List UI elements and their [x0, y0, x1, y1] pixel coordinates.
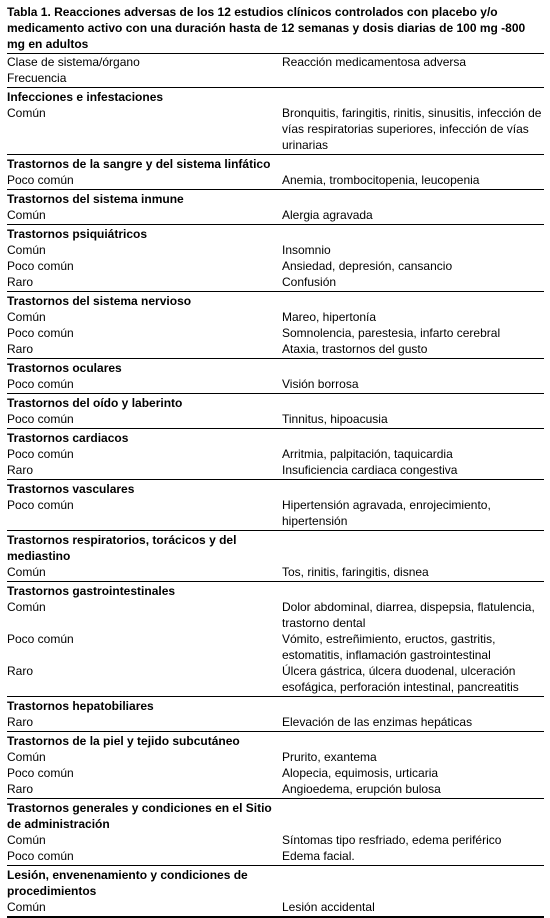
- section-title: Infecciones e infestaciones: [7, 90, 164, 104]
- frequency-cell: Común: [7, 833, 46, 847]
- reaction-cell: Edema facial.: [282, 849, 355, 863]
- reaction-cell: Elevación de las enzimas hepáticas: [282, 715, 473, 729]
- table-row: [7, 564, 544, 580]
- table-row: [7, 832, 544, 848]
- table-row: [7, 446, 544, 462]
- reaction-cell: Insuficiencia cardiaca congestiva: [282, 463, 458, 477]
- reaction-cell: Ataxia, trastornos del gusto: [282, 342, 428, 356]
- table-header: [7, 53, 544, 88]
- section-title: Trastornos del sistema inmune: [7, 192, 184, 206]
- table-section: [7, 582, 544, 697]
- section-title: Trastornos cardiacos: [7, 431, 129, 445]
- frequency-cell: Común: [7, 310, 46, 324]
- section-title: Trastornos vasculares: [7, 482, 135, 496]
- reaction-cell: Lesión accidental: [282, 900, 375, 914]
- table-section: [7, 732, 544, 799]
- reaction-cell: Anemia, trombocitopenia, leucopenia: [282, 173, 480, 187]
- table-section: [7, 190, 544, 225]
- reaction-cell: Confusión: [282, 275, 337, 289]
- reaction-cell: Visión borrosa: [282, 377, 359, 391]
- frequency-cell: Común: [7, 600, 46, 614]
- frequency-cell: Común: [7, 750, 46, 764]
- table-row: [7, 172, 544, 188]
- table-row: [7, 714, 544, 730]
- reaction-cell: Hipertensión agravada, enrojecimiento, hipertensión: [282, 498, 491, 528]
- frequency-cell: Común: [7, 243, 46, 257]
- section-title: Trastornos oculares: [7, 361, 122, 375]
- header-col-frequency-title: Frecuencia: [7, 71, 67, 85]
- table-row: [7, 899, 544, 915]
- table-row: [7, 462, 544, 478]
- reaction-cell: Alergia agravada: [282, 208, 373, 222]
- section-title: Trastornos respiratorios, torácicos y del mediastino: [7, 533, 237, 563]
- header-col-system-title: Clase de sistema/órgano: [7, 55, 140, 69]
- table-section: [7, 531, 544, 582]
- section-title: Lesión, envenenamiento y condiciones de procedimientos: [7, 868, 248, 898]
- frequency-cell: Poco común: [7, 447, 74, 461]
- table-row: [7, 749, 544, 765]
- table-row: [7, 848, 544, 864]
- frequency-cell: Poco común: [7, 849, 74, 863]
- frequency-cell: Poco común: [7, 498, 74, 512]
- table-row: [7, 663, 544, 695]
- reaction-cell: Dolor abdominal, diarrea, dispepsia, flatulencia, trastorno dental: [282, 600, 535, 630]
- frequency-cell: Común: [7, 208, 46, 222]
- reaction-cell: Tinnitus, hipoacusia: [282, 412, 388, 426]
- frequency-cell: Poco común: [7, 173, 74, 187]
- table-row: [7, 207, 544, 223]
- table-row: [7, 376, 544, 392]
- section-title: Trastornos del oído y laberinto: [7, 396, 183, 410]
- table-section: [7, 480, 544, 531]
- table-section: [7, 429, 544, 480]
- reaction-cell: Úlcera gástrica, úlcera duodenal, ulceración esofágica, perforación intestinal, pancreatitis: [282, 664, 519, 694]
- reaction-cell: Alopecia, equimosis, urticaria: [282, 766, 439, 780]
- section-title: Trastornos hepatobiliares: [7, 699, 154, 713]
- reaction-cell: Angioedema, erupción bulosa: [282, 782, 441, 796]
- table-section: [7, 155, 544, 190]
- section-title: Trastornos de la sangre y del sistema linfático: [7, 157, 271, 171]
- frequency-cell: Raro: [7, 463, 34, 477]
- table-row: [7, 765, 544, 781]
- header-col-reaction-title: Reacción medicamentosa adversa: [282, 55, 467, 69]
- table-row: [7, 599, 544, 631]
- reaction-cell: Insomnio: [282, 243, 331, 257]
- frequency-cell: Poco común: [7, 326, 74, 340]
- table-section: [7, 359, 544, 394]
- table-body: [7, 88, 544, 918]
- frequency-cell: Común: [7, 106, 46, 120]
- table-row: [7, 497, 544, 529]
- frequency-cell: Común: [7, 565, 46, 579]
- table-row: [7, 258, 544, 274]
- section-title: Trastornos de la piel y tejido subcutáneo: [7, 734, 240, 748]
- section-title: Trastornos del sistema nervioso: [7, 294, 192, 308]
- frequency-cell: Raro: [7, 782, 34, 796]
- section-title: Trastornos psiquiátricos: [7, 227, 148, 241]
- frequency-cell: Raro: [7, 664, 34, 678]
- table-section: [7, 697, 544, 732]
- frequency-cell: Poco común: [7, 766, 74, 780]
- frequency-cell: Raro: [7, 275, 34, 289]
- reaction-cell: Tos, rinitis, faringitis, disnea: [282, 565, 429, 579]
- table-section: [7, 799, 544, 866]
- reaction-cell: Vómito, estreñimiento, eructos, gastritis, estomatitis, inflamación gastrointestinal: [282, 632, 496, 662]
- table-row: [7, 105, 544, 153]
- table-section: [7, 225, 544, 292]
- table-section: [7, 866, 544, 918]
- frequency-cell: Poco común: [7, 377, 74, 391]
- section-title: Trastornos gastrointestinales: [7, 584, 176, 598]
- reaction-cell: Mareo, hipertonía: [282, 310, 377, 324]
- frequency-cell: Raro: [7, 715, 34, 729]
- frequency-cell: Poco común: [7, 632, 74, 646]
- table-row: [7, 341, 544, 357]
- reaction-cell: Bronquitis, faringitis, rinitis, sinusitis, infección de vías respiratorias superiores, infección de vías urinarias: [282, 106, 542, 152]
- table-caption: Tabla 1. Reacciones adversas de los 12 estudios clínicos controlados con placebo y/o medicamento activo con una duración hasta de 12 semanas y dosis diarias de 100 mg -800 mg en adultos: [7, 5, 526, 51]
- table-row: [7, 325, 544, 341]
- table-section: [7, 394, 544, 429]
- reaction-cell: Síntomas tipo resfriado, edema periférico: [282, 833, 502, 847]
- reaction-cell: Prurito, exantema: [282, 750, 377, 764]
- frequency-cell: Poco común: [7, 259, 74, 273]
- frequency-cell: Raro: [7, 342, 34, 356]
- table-section: [7, 292, 544, 359]
- table-row: [7, 631, 544, 663]
- frequency-cell: Poco común: [7, 412, 74, 426]
- table-row: [7, 411, 544, 427]
- table-section: [7, 88, 544, 155]
- table-row: [7, 274, 544, 290]
- reaction-cell: Ansiedad, depresión, cansancio: [282, 259, 453, 273]
- table-row: [7, 309, 544, 325]
- header-col-system: [7, 54, 282, 86]
- table-row: [7, 242, 544, 258]
- reaction-cell: Somnolencia, parestesia, infarto cerebral: [282, 326, 501, 340]
- section-title: Trastornos generales y condiciones en el Sitio de administración: [7, 801, 272, 831]
- reaction-cell: Arritmia, palpitación, taquicardia: [282, 447, 453, 461]
- frequency-cell: Común: [7, 900, 46, 914]
- table-row: [7, 781, 544, 797]
